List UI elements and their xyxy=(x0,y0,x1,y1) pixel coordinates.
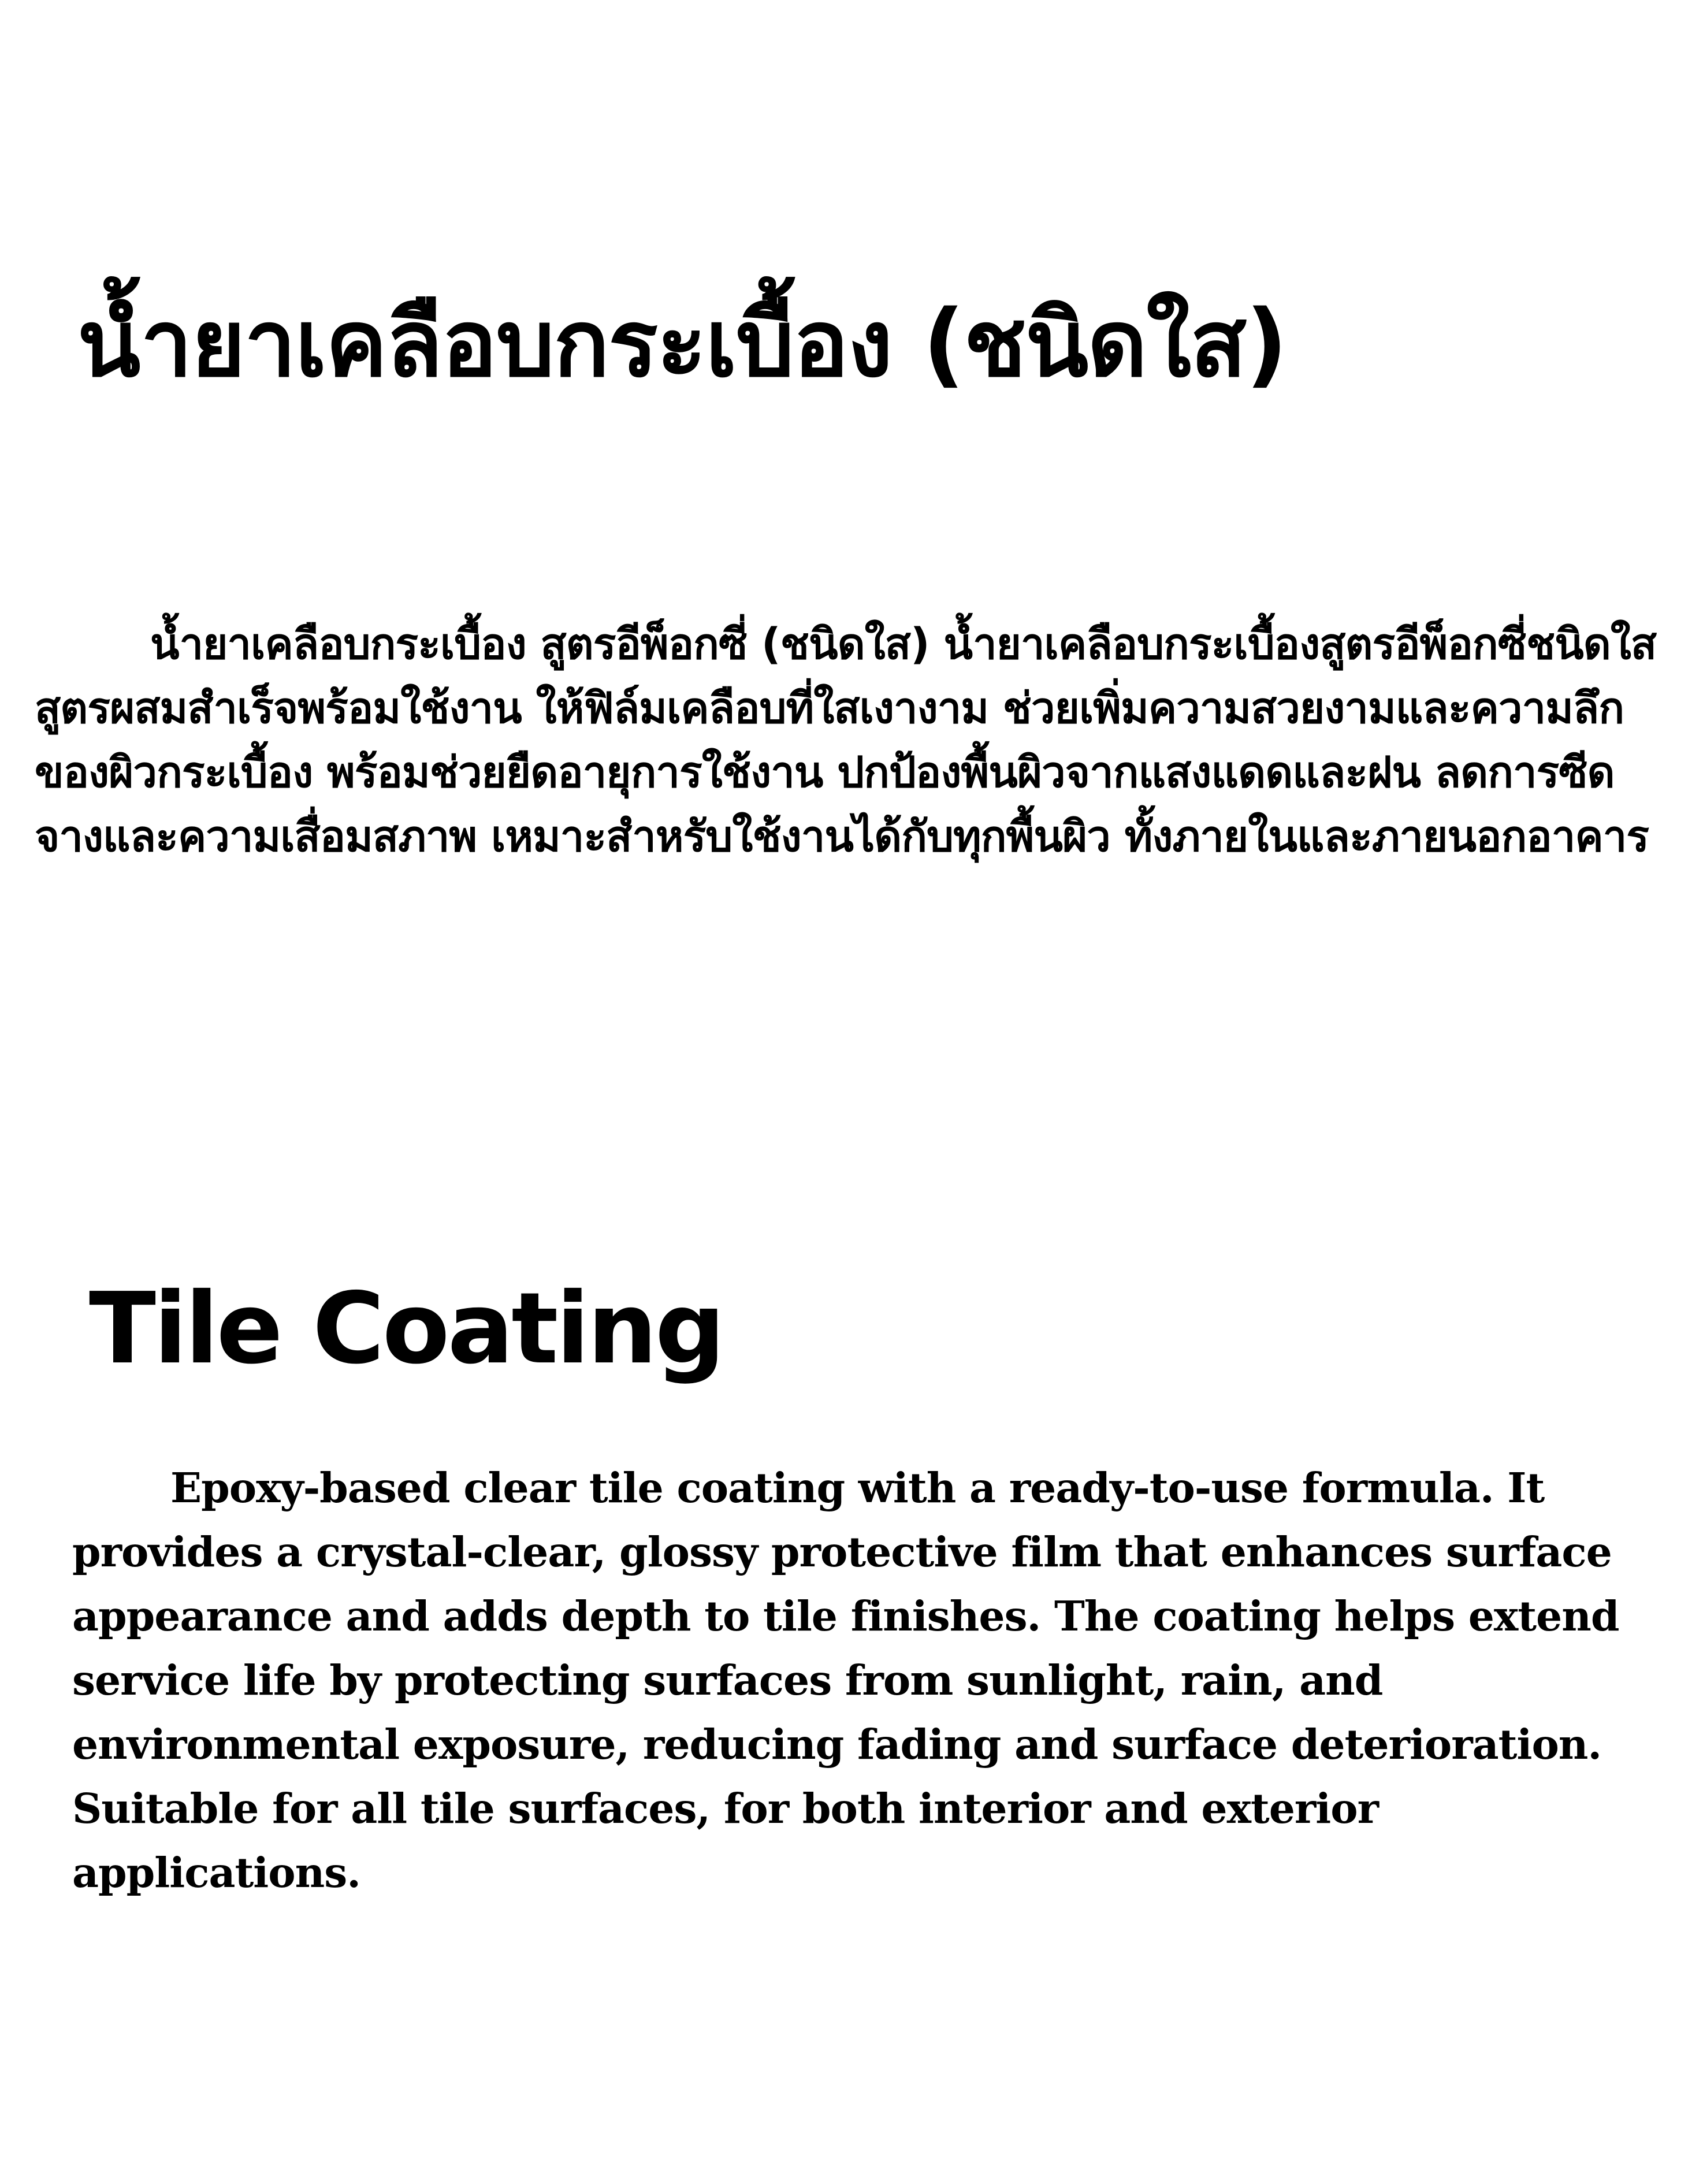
english-product-title: Tile Coating xyxy=(89,1272,723,1386)
thai-product-title: น้ำยาเคลือบกระเบื้อง (ชนิดใส) xyxy=(77,289,1287,398)
english-product-description: Epoxy-based clear tile coating with a ready-to-use formula. It provides a crystal-clear, glossy protective film that enhances surface appearance and adds depth to tile finishes. The coating helps extend service life by protecting surfaces from sunlight, rain, and environmental exposure, reducing fading and surface deterioration. Suitable for all tile surfaces, for both interior and exterior applications. xyxy=(72,1464,1619,1897)
thai-product-description: น้ำยาเคลือบกระเบื้อง สูตรอีพ็อกซี่ (ชนิดใส) น้ำยาเคลือบกระเบื้องสูตรอีพ็อกซี่ชนิดใส สูตรผสมสำเร็จพร้อมใช้งาน ให้ฟิล์มเคลือบที่ใสเงางาม ช่วยเพิ่มความสวยงามและความลึกของผิวกระเบื้อง พร้อมช่วยยืดอายุการใช้งาน ปกป้องพื้นผิวจากแสงแดดและฝน ลดการซีดจางและความเสื่อมสภาพ เหมาะสำหรับใช้งานได้กับทุกพื้นผิว ทั้งภายในและภายนอกอาคาร xyxy=(35,619,1657,861)
